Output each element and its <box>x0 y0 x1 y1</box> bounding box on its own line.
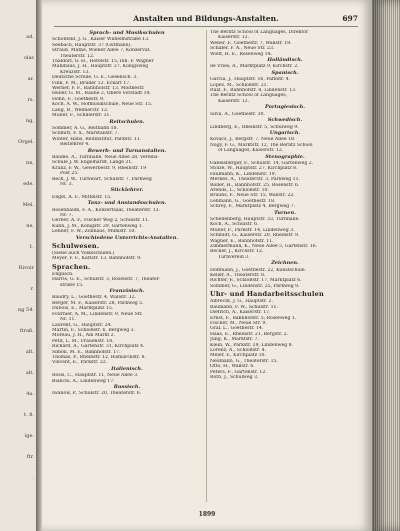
page-number: 697 <box>342 14 358 23</box>
entry: Garcia, J., Hauptstr. 16, Parkstr. 4. <box>210 77 291 83</box>
column-divider <box>206 30 207 502</box>
entry: Höhn, F., Goethestr. 9. <box>52 96 105 102</box>
section-heading: Uhr- und Handarbeitsschulen <box>210 290 324 299</box>
entry: Graf, L., Goethestr. 14. <box>210 326 264 332</box>
adjacent-page-text: ede. <box>23 181 34 187</box>
entry: Thaldorf, G. H., Hotelstr. 15, Inh. F. Wagner <box>52 59 154 65</box>
adjacent-page-text: ng, <box>25 118 34 124</box>
entry: Peters, F., Gartenstr. 12. <box>210 369 267 375</box>
entry: Post 25. <box>60 171 79 177</box>
adjacent-page-text: 4a. <box>26 391 34 397</box>
entry: Dubois, E., Marktplatz 15. <box>52 306 114 312</box>
entry: Nr. 7. <box>60 213 74 218</box>
section-heading: Bewerb- und Turnanstalten. <box>87 147 167 154</box>
adjacent-page-text: ige. <box>24 433 34 439</box>
running-title: Anstalten und Bildungs-Anstalten. <box>133 14 279 23</box>
left-text-column <box>52 30 202 504</box>
entry: Müller, F., Schillerstr. 31. <box>52 113 111 119</box>
entry: Fischer, M., Neue Str. 9. <box>210 320 267 326</box>
entry: (Siehe auch Volksschulen.) <box>52 251 115 257</box>
entry: Winter, Hans, Reitinstitut, Parkstr. 11. <box>52 136 142 142</box>
adjacent-page-text: ftraß. <box>19 328 34 334</box>
entry: Deutsche Schule, G. E., Gesellsch. 3. <box>52 75 138 81</box>
adjacent-page-text: Rivoir <box>18 265 34 271</box>
adjacent-page-text: alt. <box>25 370 34 376</box>
entry: Albrecht, J. G., Hauptstr. 2. <box>210 299 273 305</box>
adjacent-page-text: ne, <box>26 223 34 229</box>
entry: Moreau, J. H., Am Markt 2. <box>52 333 116 339</box>
entry: Petit, L. M., Frauenstr. 18. <box>52 338 114 344</box>
adjacent-page-edge <box>0 0 37 531</box>
entry: Schellenberg, Hauptstr. 33, Turnhalle. <box>210 217 300 222</box>
entry: Schrey, F., Marktplatz 4, Bergweg 7. <box>210 204 296 210</box>
section-heading: Reitschulen. <box>109 118 145 125</box>
section-heading: Schulwesen. <box>52 242 100 251</box>
entry: Schmitt, F. X., Marstallstr. 7. <box>52 131 119 137</box>
entry: Schmidt, G., Kaiserstr. 20, Rheinstr. 9. <box>210 233 300 239</box>
entry: Simon, M. E., Bahnhofstr. 17. <box>52 349 121 355</box>
adjacent-page-text: t. 8. <box>24 412 34 418</box>
section-heading: Stenographie. <box>265 153 305 160</box>
entry: Klein, W., Parkstr. 19, Lindenweg 8. <box>210 342 293 348</box>
entry: Mahlhaus, J. H., Hauptstr. 27, Königsweg <box>52 64 149 70</box>
entry: The Berlitz School of Languages, Direktor <box>210 30 309 35</box>
section-heading: Russisch. <box>113 383 141 390</box>
adjacent-page-text: alt. <box>25 349 34 355</box>
entry: Otto, H., Wallstr. 6. <box>210 364 255 370</box>
adjacent-page-text: Orgel. <box>18 139 34 145</box>
section-heading: Ungarisch. <box>269 129 301 136</box>
entry: Kaiserstr. 12. <box>218 98 250 104</box>
entry: Laurent, G., Hauptstr. 24. <box>52 322 112 328</box>
entry: Gabelsberger, F., Schulstr. 14, Gartenweg 2. <box>210 160 314 166</box>
entry: Turnverein 3. <box>218 254 250 260</box>
entry: Roth, J., Schulweg 3. <box>210 374 259 380</box>
entry: Reitlehrer 4. <box>60 142 90 148</box>
entry: Werner, F. F., Bahnhofstr. 13, Moltkestr. <box>52 86 145 92</box>
entry: Brauns, F., Neue Str. 15, Wallstr. 22. <box>210 193 295 199</box>
entry: Haas, E., Rheinstr. 21, Bergstr. 2. <box>210 331 289 337</box>
entry: Becker, J., Kirchstr. 12. <box>210 249 264 255</box>
entry: Kuhn, J. M., Königstr. 29, Gartenweg 1. <box>52 223 144 229</box>
entry: Vincent, E., Parkstr. 22. <box>52 360 108 366</box>
entry: Koch, A., Schulstr. 6. <box>210 222 259 228</box>
entry: Harris, G. E., Schulstr. 3, Rosenstr. 7, Theater- <box>52 277 161 283</box>
entry: Berger, M. F., Kaiserstr. 28, Parkweg 5. <box>52 300 144 306</box>
entry: Baudry, L., Goethestr. 4, Wallstr. 12. <box>52 295 136 301</box>
entry: Hoffmann, J., Goethestr. 22, Kunstschule. <box>210 267 307 273</box>
entry: Wolff, H. E., Rosenweg 14. <box>210 51 272 57</box>
adjacent-page-text: . <box>32 475 34 481</box>
entry: Arends, L., Schloßstr. 10. <box>210 187 269 193</box>
right-text-column <box>210 30 360 504</box>
entry: Neumann, G., Theaterstr. 15. <box>210 358 278 364</box>
section-heading: Sprach- und Musikschulen <box>89 30 165 36</box>
adjacent-page-text: rs. <box>27 97 34 103</box>
entry: Schäfer, F. A., Neue Str. 23. <box>210 46 275 52</box>
entry: Schönfeld, J. G., Kaiser Wilhelmstraße 13. <box>52 37 150 43</box>
entry: Koch, A. W., Hofmusikschule, Neue Str. 15. <box>52 102 153 108</box>
entry: Merkes, A., Theaterstr. 3, Parkweg 11. <box>210 177 300 183</box>
entry: Baumann, F. W., Schulstr. 11. <box>210 304 278 310</box>
adjacent-page-text: ad. <box>26 34 34 40</box>
entry: Wagner, E., Bahnhofstr. 11. <box>210 238 274 244</box>
section-heading: Sticklehrer. <box>110 187 144 194</box>
section-heading: Sprachen. <box>52 262 91 271</box>
section-heading: Turnen. <box>274 209 296 216</box>
entry: Kovacs, J., Bergstr. 7, Neue Allee 18. <box>210 137 296 143</box>
entry: Nr. 3. <box>60 181 74 187</box>
entry: Kreuzstr. 13. <box>60 69 90 75</box>
entry: Schule J. W. Engelhardt, Lange 31. <box>52 160 133 166</box>
entry: Sommer, G., Lindenstr. 25, Parkweg 9. <box>210 283 300 289</box>
entry: Lopez, M., Schloßstr. 21. <box>210 82 269 88</box>
entry: Fournier, A. M., Lindenstr. 9, Neue Str. <box>52 311 143 317</box>
entry: Thomas, P., Rheinstr. 12, Bismarckstr. 8. <box>52 354 146 360</box>
section-heading: Spanisch. <box>271 69 299 76</box>
entry: Iwanow, P., Schulstr. 20, Theaterstr. 6. <box>52 391 142 397</box>
entry: Theaterstr. 12. <box>60 53 95 59</box>
page-footer: 1899 <box>198 511 216 518</box>
section-heading: Tanz- und Anstandsschulen. <box>87 200 167 207</box>
entry: Faulmann, K., Lindenstr. 19. <box>210 171 277 177</box>
entry: Fink, F. M., Brüder 12. Eckart 17. <box>52 80 131 86</box>
entry: Lehmann, G., Goethestr. 18. <box>210 198 276 204</box>
entry: Rosenbaum, F. A., Konzertsaal, Theaterstr. 13. <box>52 207 161 213</box>
adjacent-page-text: nn, <box>25 160 34 166</box>
entry: Lindberg, E., Rheinstr. 5, Schulweg 9. <box>210 124 299 130</box>
adjacent-page-text: r. <box>30 286 34 292</box>
section-heading: Französisch. <box>109 288 145 295</box>
adjacent-page-text: ar. <box>27 76 34 82</box>
entry: Richard, A., Gartenstr. 31, Kirchplatz 4. <box>52 344 145 350</box>
entry: Lehner, F. W., Zollhaus, Mühlstr. 10. <box>52 229 136 235</box>
entry: Englisch. <box>52 271 74 277</box>
entry: Dietrich, A., Kaiserstr. 17. <box>210 310 271 316</box>
entry: Beck, J. W., Turnwart, Schulstr. 7, Parkweg <box>52 176 152 182</box>
entry: Meier, F., Kirchplatz 10. <box>210 353 266 359</box>
section-heading: Portugiesisch. <box>264 104 306 111</box>
entry: Kranz, F. W., Gewerbestr. 9, Rheinstr. 19 <box>52 165 147 171</box>
entry: Müller, F., Parkstr. 14, Lindenweg 3. <box>210 227 295 233</box>
section-heading: Zeichnen. <box>271 260 299 267</box>
entry: Sommer, A. G., Reitbahn 18. <box>52 125 118 131</box>
section-heading: Verschiedene Unterrichts-Anstalten. <box>75 234 179 241</box>
entry: de Vries, A., Marktplatz 9, Kirchstr. 2. <box>210 64 299 70</box>
entry: straße 15. <box>60 282 84 288</box>
entry: Lorenz, A., Schloßstr. 4. <box>210 347 266 353</box>
entry: The Berlitz School of Languages, <box>210 93 288 99</box>
entry: Strauß, Mathe, Wiener Allee 7, Konservat. <box>52 48 151 54</box>
adjacent-page-text: ftr. <box>26 454 34 460</box>
adjacent-page-text: Mel. <box>22 202 34 208</box>
entry: Ruiz, F., Bahnhofstr. 8, Lindenstr. 13. <box>210 88 297 94</box>
section-heading: Schwedisch. <box>267 117 303 124</box>
entry: Richter, F., Schloßstr. 17, Marktplatz 6. <box>210 278 302 284</box>
entry: Nagy, F. G., Marktstr. 12, The Berlitz School <box>210 142 313 148</box>
entry: Seebach, Hauptstr. 37 (Gutmann). <box>52 42 132 48</box>
entry: Zimmermann, K., Neue Allee 5, Gartenstr. 16. <box>210 244 318 250</box>
entry: Roller, H., Bahnhofstr. 25, Rosenstr. 6. <box>210 182 300 188</box>
entry: Rossi, C., Hauptstr. 11, Neue Allee 3. <box>52 373 139 379</box>
entry: Nr. 11. <box>60 317 76 323</box>
entry: Kaiserstr. 12. <box>218 35 250 41</box>
entry: Meyer, F. F., Karlstr. 13, Bahnhofstr. 9. <box>52 256 142 262</box>
entry: of Languages, Kaiserstr. 12. <box>218 148 284 154</box>
adjacent-page-text: olas <box>23 55 34 61</box>
entry: Engel, A. F., Mittelstr. 15. <box>52 194 112 200</box>
entry: Silva, A., Goethestr. 30. <box>210 111 265 117</box>
adjacent-page-text: ng 54. <box>18 307 34 313</box>
document-page <box>42 0 372 531</box>
entry: Bianchi, A., Lindenweg 17. <box>52 378 115 384</box>
entry: Jung, K., Marktstr. 7. <box>210 337 259 343</box>
entry: Ernst, F., Bahnhofstr. 5, Rosenweg 1. <box>210 315 297 321</box>
page-header <box>54 14 358 27</box>
entry: Martin, F., Schloßstr. 6, Bergweg 3. <box>52 327 135 333</box>
entry: Stolze, W., Hauptstr. 27, Kirchplatz 8. <box>210 166 298 172</box>
entry: Lang, B., Wellnerstr. 12. <box>52 107 109 113</box>
section-heading: Italienisch. <box>111 365 143 372</box>
entry: Gerber, A. F., Fischer Weg 2, Schulstr. 11. <box>52 218 150 224</box>
entry: Baume, A., Turnhalle, Neue Allee 28, Vereins- <box>52 154 159 160</box>
entry: Heller, G. M., Rauhe 2, Obere Vorstadt 14. <box>52 91 151 97</box>
entry: Weber, F., Goethestr. 7, Wallstr. 19. <box>210 40 292 46</box>
section-heading: Holländisch. <box>267 57 303 64</box>
entry: Keller, A., Theaterstr. 8. <box>210 273 266 279</box>
book-page-edges <box>372 0 400 531</box>
adjacent-page-text: 1. <box>29 244 34 250</box>
